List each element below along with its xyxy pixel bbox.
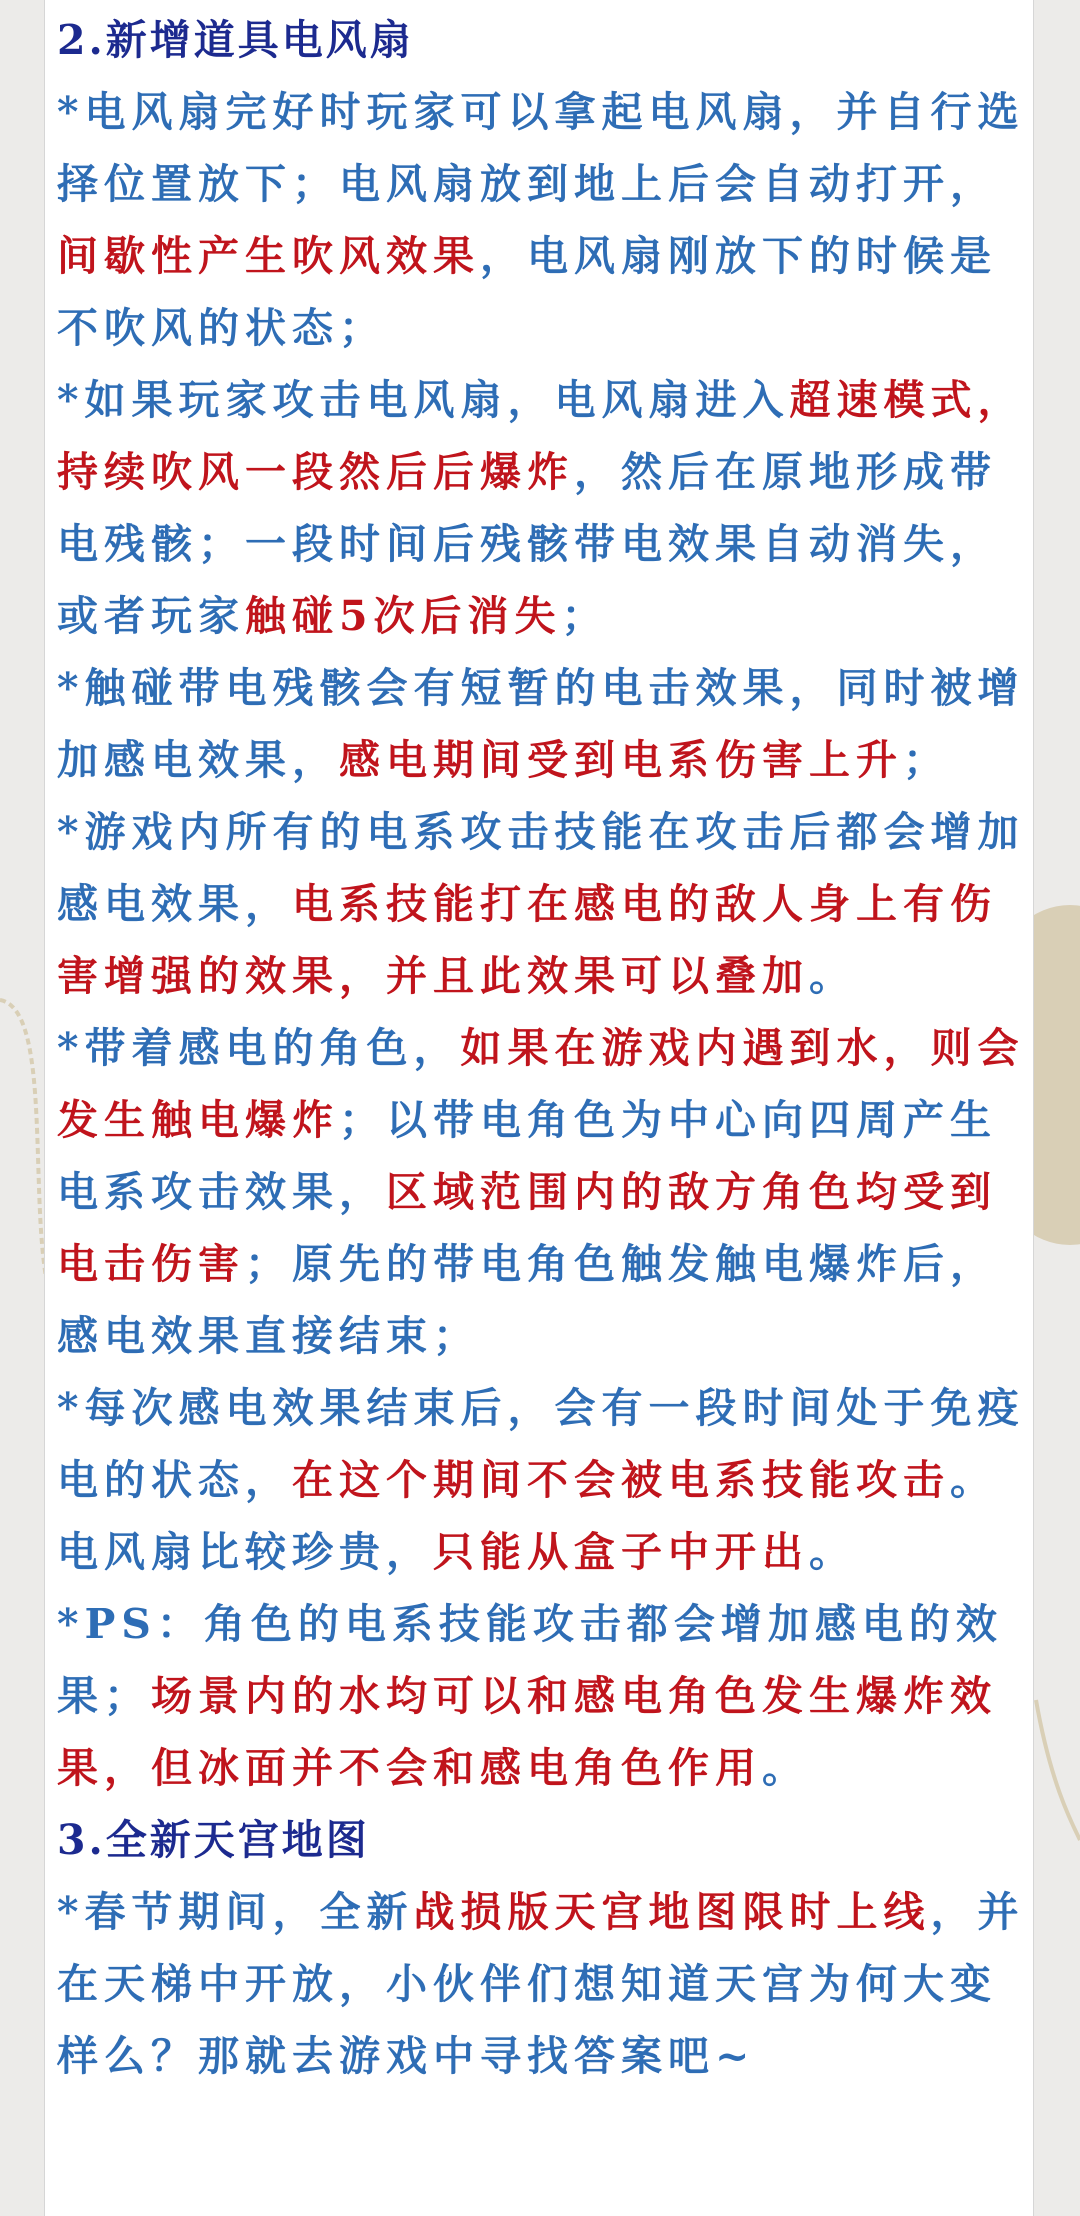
section-heading-electric-fan: 2.新增道具电风扇 — [57, 16, 414, 64]
section-heading-heavenly-palace-map: 3.全新天宫地图 — [57, 1816, 370, 1864]
highlight-segment: 电系技能打在感电的敌人身上有伤害增强的效果，并且此效果可以叠加 — [57, 880, 997, 1000]
paragraph-water-explosion — [57, 1012, 1029, 1372]
paragraph-fan-attack — [57, 364, 1029, 652]
paragraph-electric-skills — [57, 796, 1029, 1012]
paragraph-touch-debris — [57, 652, 1029, 796]
highlight-segment: 在这个期间不会被电系技能攻击 — [292, 1456, 950, 1504]
text-segment: *带着感电的角色， — [57, 1024, 461, 1072]
text-segment: ；以带电角色为中心向四周产生电系攻击效果， — [57, 1096, 997, 1216]
paragraph-ps-note — [57, 1588, 1029, 1804]
text-segment: ； — [903, 736, 950, 784]
text-segment: ，并在天梯中开放，小伙伴们想知道天宫为何大变样么？那就去游戏中寻找答案吧~ — [57, 1888, 1025, 2080]
highlight-segment: 超速模式，持续吹风一段然后后爆炸 — [57, 376, 1025, 496]
highlight-segment: 间歇性产生吹风效果 — [57, 232, 480, 280]
text-segment: *每次感电效果结束后，会有一段时间处于免疫电的状态， — [57, 1384, 1025, 1504]
text-segment: *游戏内所有的电系攻击技能在攻击后都会增加感电效果， — [57, 808, 1025, 928]
highlight-segment: 区域范围内的敌方角色均受到电击伤害 — [57, 1168, 997, 1288]
article-content — [57, 4, 1029, 2092]
text-segment: 电风扇比较珍贵， — [57, 1528, 433, 1576]
text-segment: 。 — [809, 1528, 856, 1576]
text-segment: ；原先的带电角色触发触电爆炸后，感电效果直接结束； — [57, 1240, 997, 1360]
text-segment: *电风扇完好时玩家可以拿起电风扇，并自行选择位置放下；电风扇放到地上后会自动打开， — [57, 88, 1025, 208]
text-segment: ，电风扇刚放下的时候是不吹风的状态； — [57, 232, 997, 352]
text-segment: *触碰带电残骸会有短暂的电击效果，同时被增加感电效果， — [57, 664, 1025, 784]
text-segment: 。 — [762, 1744, 809, 1792]
paragraph-immunity — [57, 1372, 1029, 1516]
text-segment: ，然后在原地形成带电残骸；一段时间后残骸带电效果自动消失，或者玩家 — [57, 448, 997, 640]
highlight-segment: 感电期间受到电系伤害上升 — [339, 736, 903, 784]
highlight-segment: 场景内的水均可以和感电角色发生爆炸效果，但冰面并不会和感电角色作用 — [57, 1672, 997, 1792]
text-segment: *春节期间，全新 — [57, 1888, 414, 1936]
text-segment: *PS：角色的电系技能攻击都会增加感电的效果； — [57, 1600, 1003, 1720]
paragraph-fan-rarity — [57, 1516, 1029, 1588]
paragraph-fan-pickup — [57, 76, 1029, 364]
highlight-segment: 只能从盒子中开出 — [433, 1528, 809, 1576]
paragraph-spring-festival-map — [57, 1876, 1029, 2092]
text-segment: *如果玩家攻击电风扇，电风扇进入 — [57, 376, 790, 424]
text-segment: ； — [561, 592, 609, 640]
highlight-segment: 战损版天宫地图限时上线 — [413, 1888, 931, 1936]
text-segment: 。 — [809, 952, 856, 1000]
highlight-segment: 如果在游戏内遇到水，则会发生触电爆炸 — [57, 1024, 1025, 1144]
article-panel — [44, 0, 1034, 2216]
highlight-segment: 触碰5次后消失 — [245, 592, 562, 640]
text-segment: 。 — [950, 1456, 997, 1504]
